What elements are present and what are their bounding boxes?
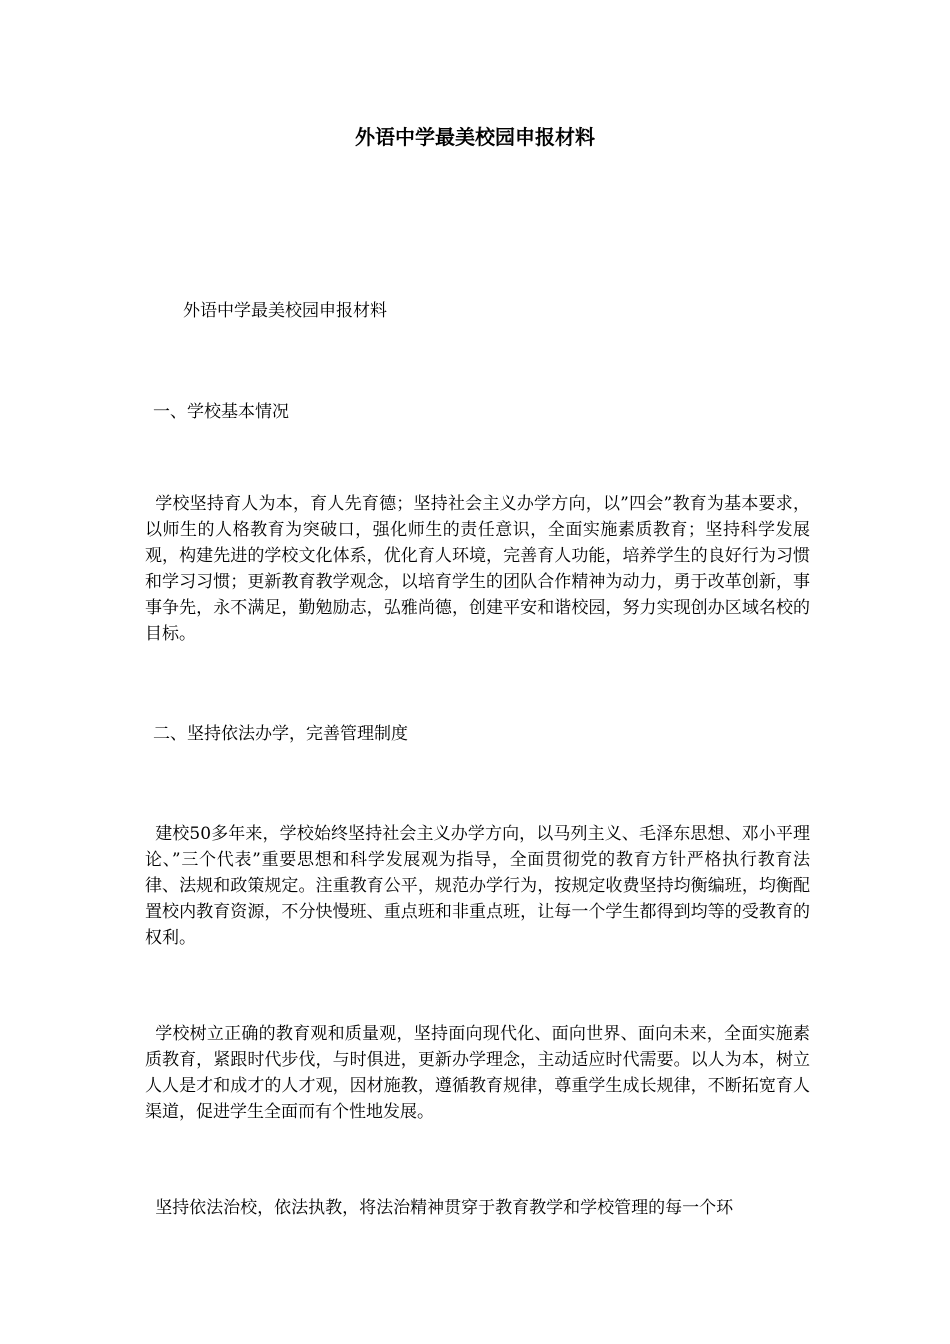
document-title: 外语中学最美校园申报材料 [355,125,595,149]
paragraph-education-philosophy: 学校树立正确的教育观和质量观，坚持面向现代化、面向世界、面向未来，全面实施素质教育，紧跟时代步伐，与时俱进，更新办学理念，主动适应时代需要。以人为本，树立人人是才和成才的人才观，因材施教，遵循教育规律，尊重学生成长规律，不断拓宽育人渠道，促进学生全面而有个性地发展。 [145,1024,810,1122]
paragraph-rule-of-law: 坚持依法治校，依法执教，将法治精神贯穿于教育教学和学校管理的每一个环 [155,1198,734,1218]
section-heading-law-based-management: 二、坚持依法办学，完善管理制度 [153,724,408,744]
paragraph-basic-info: 学校坚持育人为本，育人先育德；坚持社会主义办学方向，以”四会”教育为基本要求，以师生的人格教育为突破口，强化师生的责任意识，全面实施素质教育；坚持科学发展观，构建先进的学校文化体系，优化育人环境，完善育人功能，培养学生的良好行为习惯和学习习惯；更新教育教学观念，以培育学生的团队合作精神为动力，勇于改革创新，事事争先，永不满足，勤勉励志，弘雅尚德，创建平安和谐校园，努力实现创办区域名校的目标。 [145,494,810,644]
document-subtitle: 外语中学最美校园申报材料 [183,301,387,321]
section-heading-basic-info: 一、学校基本情况 [153,402,289,422]
paragraph-school-history: 建校50多年来，学校始终坚持社会主义办学方向，以马列主义、毛泽东思想、邓小平理论、”三个代表”重要思想和科学发展观为指导，全面贯彻党的教育方针严格执行教育法律、法规和政策规定。注重教育公平，规范办学行为，按规定收费坚持均衡编班，均衡配置校内教育资源，不分快慢班、重点班和非重点班，让每一个学生都得到均等的受教育的权利。 [145,824,810,948]
